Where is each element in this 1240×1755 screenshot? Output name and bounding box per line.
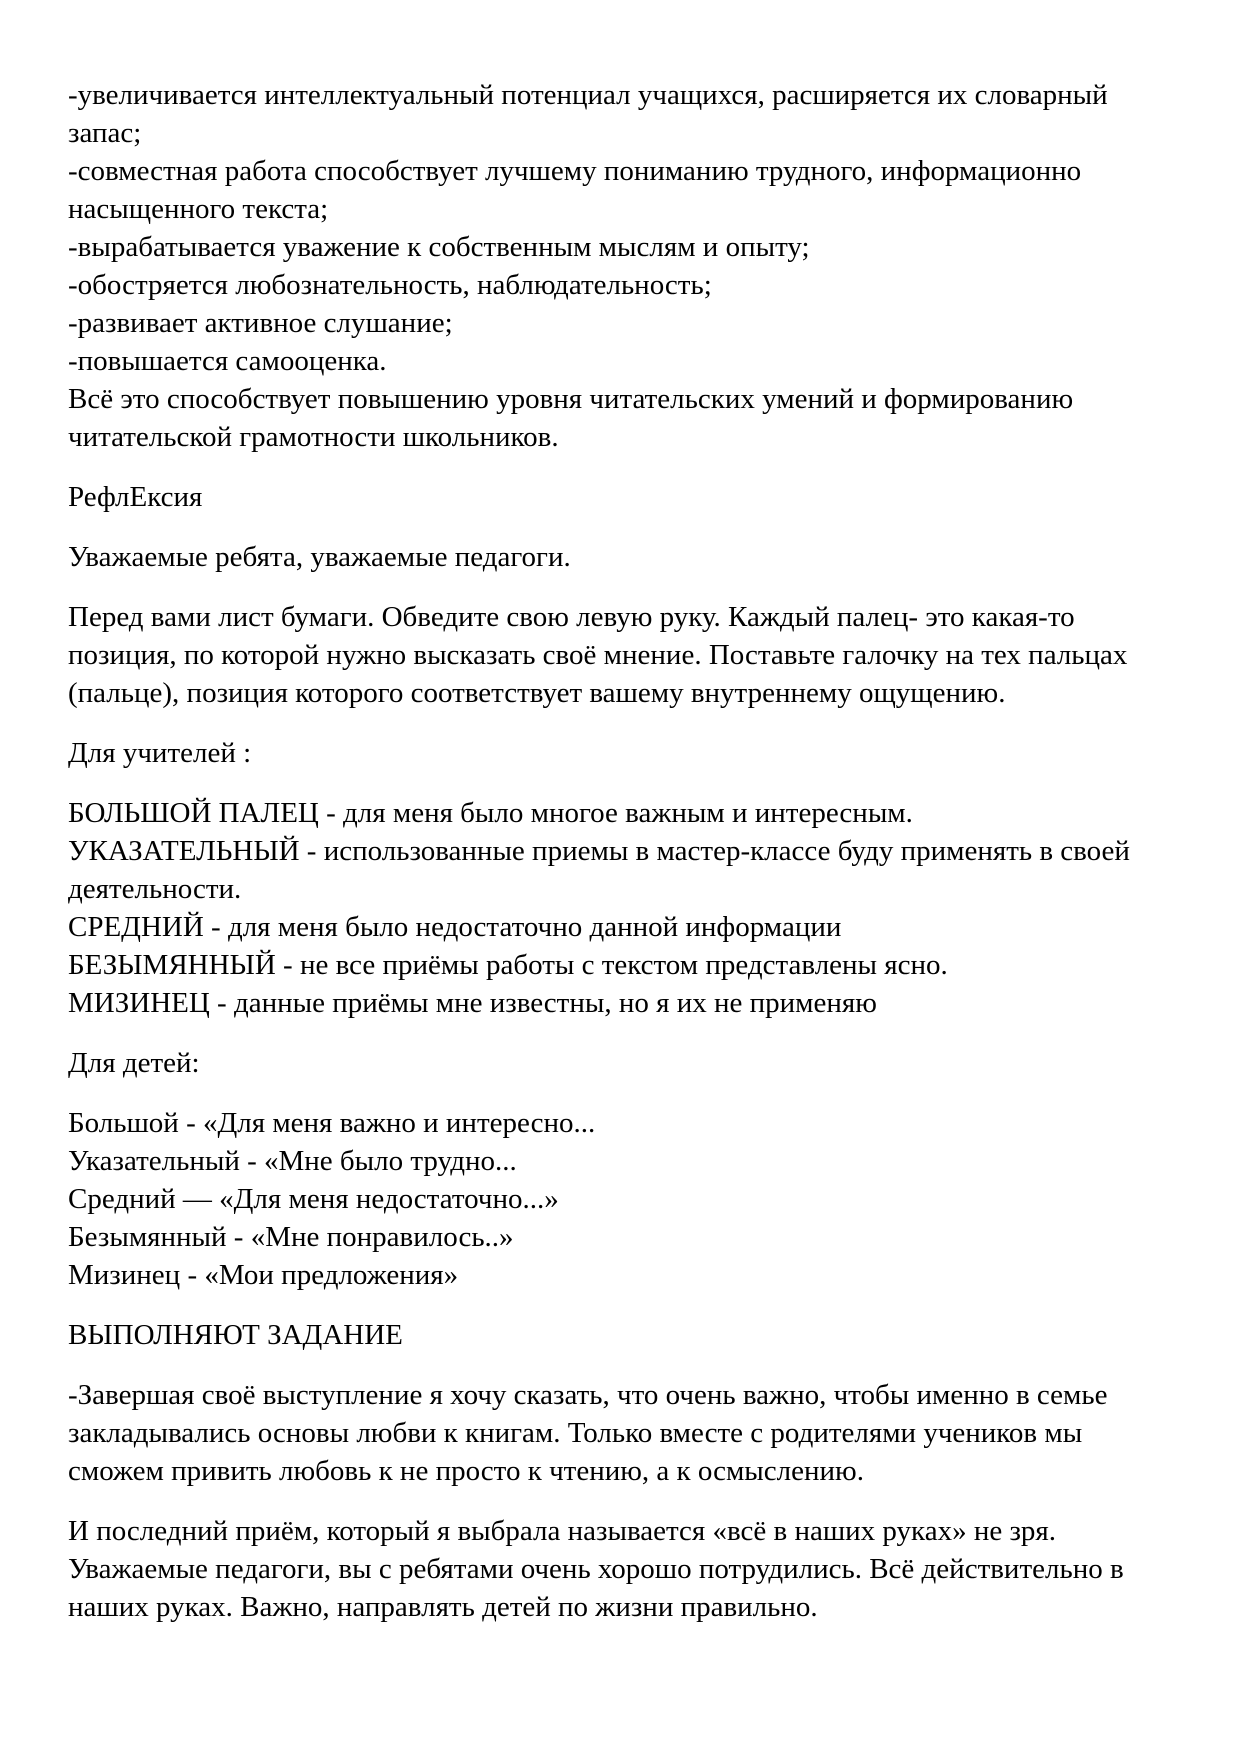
text-line: насыщенного текста; — [68, 193, 329, 225]
text-line: Для детей: — [68, 1047, 200, 1079]
text-line: Безымянный - «Мне понравилось..» — [68, 1221, 514, 1253]
text-line: СРЕДНИЙ - для меня было недостаточно данной информации — [68, 911, 842, 943]
text-line: Перед вами лист бумаги. Обведите свою левую руку. Каждый палец- это какая-то — [68, 601, 1075, 633]
text-line: -повышается самооценка. — [68, 345, 387, 377]
text-line: деятельности. — [68, 873, 242, 905]
text-line: Уважаемые педагоги, вы с ребятами очень хорошо потрудились. Всё действительно в — [68, 1553, 1124, 1585]
text-line: наших руках. Важно, направлять детей по жизни правильно. — [68, 1591, 818, 1623]
text-line: БЕЗЫМЯННЫЙ - не все приёмы работы с текстом представлены ясно. — [68, 949, 948, 981]
for-teachers-label — [68, 734, 1174, 772]
greeting-paragraph — [68, 538, 1174, 576]
text-line: Указательный - «Мне было трудно... — [68, 1145, 517, 1177]
text-line: -увеличивается интеллектуальный потенциал учащихся, расширяется их словарный — [68, 79, 1108, 111]
task-heading — [68, 1316, 1174, 1354]
text-line: Средний — «Для меня недостаточно...» — [68, 1183, 559, 1215]
text-line: -Завершая своё выступление я хочу сказать, что очень важно, чтобы именно в семье — [68, 1379, 1108, 1411]
text-line: -совместная работа способствует лучшему пониманию трудного, информационно — [68, 155, 1082, 187]
text-line: -обостряется любознательность, наблюдательность; — [68, 269, 712, 301]
closing-paragraph — [68, 1376, 1174, 1490]
text-line: РефлЕксия — [68, 481, 203, 513]
text-line: Большой - «Для меня важно и интересно... — [68, 1107, 596, 1139]
text-line: МИЗИНЕЦ - данные приёмы мне известны, но я их не применяю — [68, 987, 877, 1019]
final-paragraph — [68, 1512, 1174, 1626]
text-line: Всё это способствует повышению уровня читательских умений и формированию — [68, 383, 1074, 415]
text-line: запас; — [68, 117, 142, 149]
children-fingers-list — [68, 1104, 1174, 1294]
text-line: Для учителей : — [68, 737, 252, 769]
intro-benefits-paragraph — [68, 76, 1174, 456]
text-line: Мизинец - «Мои предложения» — [68, 1259, 459, 1291]
text-line: читательской грамотности школьников. — [68, 421, 559, 453]
instruction-paragraph — [68, 598, 1174, 712]
for-children-label — [68, 1044, 1174, 1082]
text-line: -развивает активное слушание; — [68, 307, 453, 339]
text-line: И последний приём, который я выбрала называется «всё в наших руках» не зря. — [68, 1515, 1057, 1547]
text-line: -вырабатывается уважение к собственным мыслям и опыту; — [68, 231, 810, 263]
text-line: сможем привить любовь к не просто к чтению, а к осмыслению. — [68, 1455, 864, 1487]
reflexia-heading — [68, 478, 1174, 516]
text-line: УКАЗАТЕЛЬНЫЙ - использованные приемы в мастер-классе буду применять в своей — [68, 835, 1130, 867]
text-line: ВЫПОЛНЯЮТ ЗАДАНИЕ — [68, 1319, 403, 1351]
text-line: Уважаемые ребята, уважаемые педагоги. — [68, 541, 571, 573]
text-line: (пальце), позиция которого соответствует вашему внутреннему ощущению. — [68, 677, 1006, 709]
text-line: закладывались основы любви к книгам. Только вместе с родителями учеников мы — [68, 1417, 1083, 1449]
teachers-fingers-list — [68, 794, 1174, 1022]
text-line: БОЛЬШОЙ ПАЛЕЦ - для меня было многое важным и интересным. — [68, 797, 913, 829]
text-line: позиция, по которой нужно высказать своё мнение. Поставьте галочку на тех пальцах — [68, 639, 1128, 671]
